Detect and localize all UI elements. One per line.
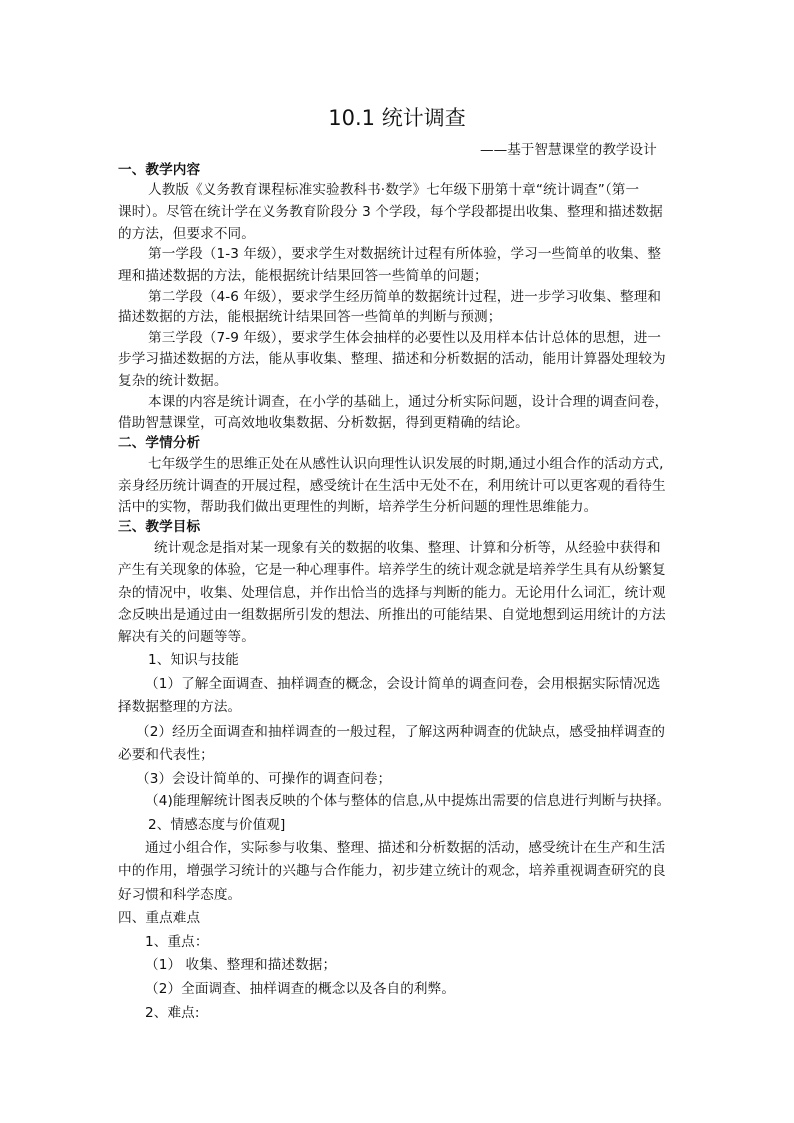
subsection-heading: 1、重点： <box>145 934 209 950</box>
paragraph-line: 人教版《义务教育课程标准实验教科书·数学》七年级下册第十章“统计调查”（第一 <box>148 182 640 198</box>
paragraph-line: 本课的内容是统计调查，在小学的基础上，通过分析实际问题，设计合理的调查问卷， <box>148 394 669 410</box>
paragraph-line: 第三学段（7-9 年级），要求学生体会抽样的必要性以及用样本估计总体的思想，进一 <box>148 330 662 346</box>
paragraph-line: 中的作用，增强学习统计的兴趣与合作能力，初步建立统计的观念，培养重视调查研究的良 <box>118 863 666 879</box>
paragraph-line: 活中的实物，帮助我们做出更理性的判断，培养学生分析问题的理性思维能力。 <box>118 499 598 515</box>
paragraph-line: 步学习描述数据的方法，能从事收集、整理、描述和分析数据的活动，能用计算器处理较为 <box>118 351 666 367</box>
paragraph-line: 描述数据的方法，能根据统计结果回答一些简单的判断与预测； <box>118 309 502 325</box>
subsection-heading: 2、情感态度与价值观] <box>148 817 286 833</box>
section-heading: 二、学情分析 <box>118 435 201 451</box>
paragraph-line: 七年级学生的思维正处在从感性认识向理性认识发展的时期,通过小组合作的活动方式, <box>148 456 664 472</box>
paragraph-line: 第一学段（1-3 年级），要求学生对数据统计过程有所体验，学习一些简单的收集、整 <box>148 246 662 262</box>
paragraph-line: 的方法，但要求不同。 <box>118 226 255 242</box>
paragraph-line: 借助智慧课堂，可高效地收集数据、分析数据，得到更精确的结论。 <box>118 415 529 431</box>
paragraph-line: （2）全面调查、抽样调查的概念以及各自的利弊。 <box>145 981 456 997</box>
paragraph-line: （1） 收集、整理和描述数据； <box>145 957 337 973</box>
paragraph-line: 理和描述数据的方法，能根据统计结果回答一些简单的问题； <box>118 268 488 284</box>
paragraph-line: 必要和代表性； <box>118 747 214 763</box>
paragraph-line: （1）了解全面调查、抽样调查的概念，会设计简单的调查问卷，会用根据实际情况选 <box>145 676 661 692</box>
paragraph-line: 统计观念是指对某一现象有关的数据的收集、整理、计算和分析等，从经验中获得和 <box>154 540 661 556</box>
paragraph-line: （2）经历全面调查和抽样调查的一般过程，了解这两种调查的优缺点，感受抽样调查的 <box>136 724 666 740</box>
paragraph-line: 择数据整理的方法。 <box>118 699 242 715</box>
paragraph-line: 念反映出是通过由一组数据所引发的想法、所推出的可能结果、自觉地想到运用统计的方法 <box>118 607 666 623</box>
paragraph-line: （4)能理解统计图表反映的个体与整体的信息,从中提炼出需要的信息进行判断与抉择。 <box>145 793 671 809</box>
subsection-heading: 2、难点: <box>145 1005 200 1021</box>
paragraph-line: 好习惯和科学态度。 <box>118 887 242 903</box>
paragraph-line: 解决有关的问题等等。 <box>118 629 255 645</box>
paragraph-line: 课时）。尽管在统计学在义务教育阶段分 3 个学段，每个学段都提出收集、整理和描述数据 <box>118 204 663 220</box>
paragraph-line: 亲身经历统计调查的开展过程，感受统计在生活中无处不在，利用统计可以更客观的看待生 <box>118 478 666 494</box>
paragraph-line: 第二学段（4-6 年级），要求学生经历简单的数据统计过程，进一步学习收集、整理和 <box>148 289 662 305</box>
paragraph-line: 杂的情况中，收集、处理信息，并作出恰当的选择与判断的能力。无论用什么词汇，统计观 <box>118 585 666 601</box>
paragraph-line: 复杂的统计数据。 <box>118 373 228 389</box>
document-title: 10.1 统计调查 <box>328 106 466 130</box>
paragraph-line: （3）会设计简单的、可操作的调查问卷； <box>136 771 392 787</box>
paragraph-line: 产生有关现象的体验，它是一种心理事件。培养学生的统计观念就是培养学生具有从纷繁复 <box>118 562 666 578</box>
section-heading: 四、重点难点 <box>118 910 201 926</box>
document-subtitle: ——基于智慧课堂的教学设计 <box>480 142 657 158</box>
subsection-heading: 1、知识与技能 <box>148 652 239 668</box>
section-heading: 一、教学内容 <box>118 162 201 178</box>
section-heading: 三、教学目标 <box>118 519 201 535</box>
paragraph-line: 通过小组合作，实际参与收集、整理、描述和分析数据的活动，感受统计在生产和生活 <box>145 840 666 856</box>
